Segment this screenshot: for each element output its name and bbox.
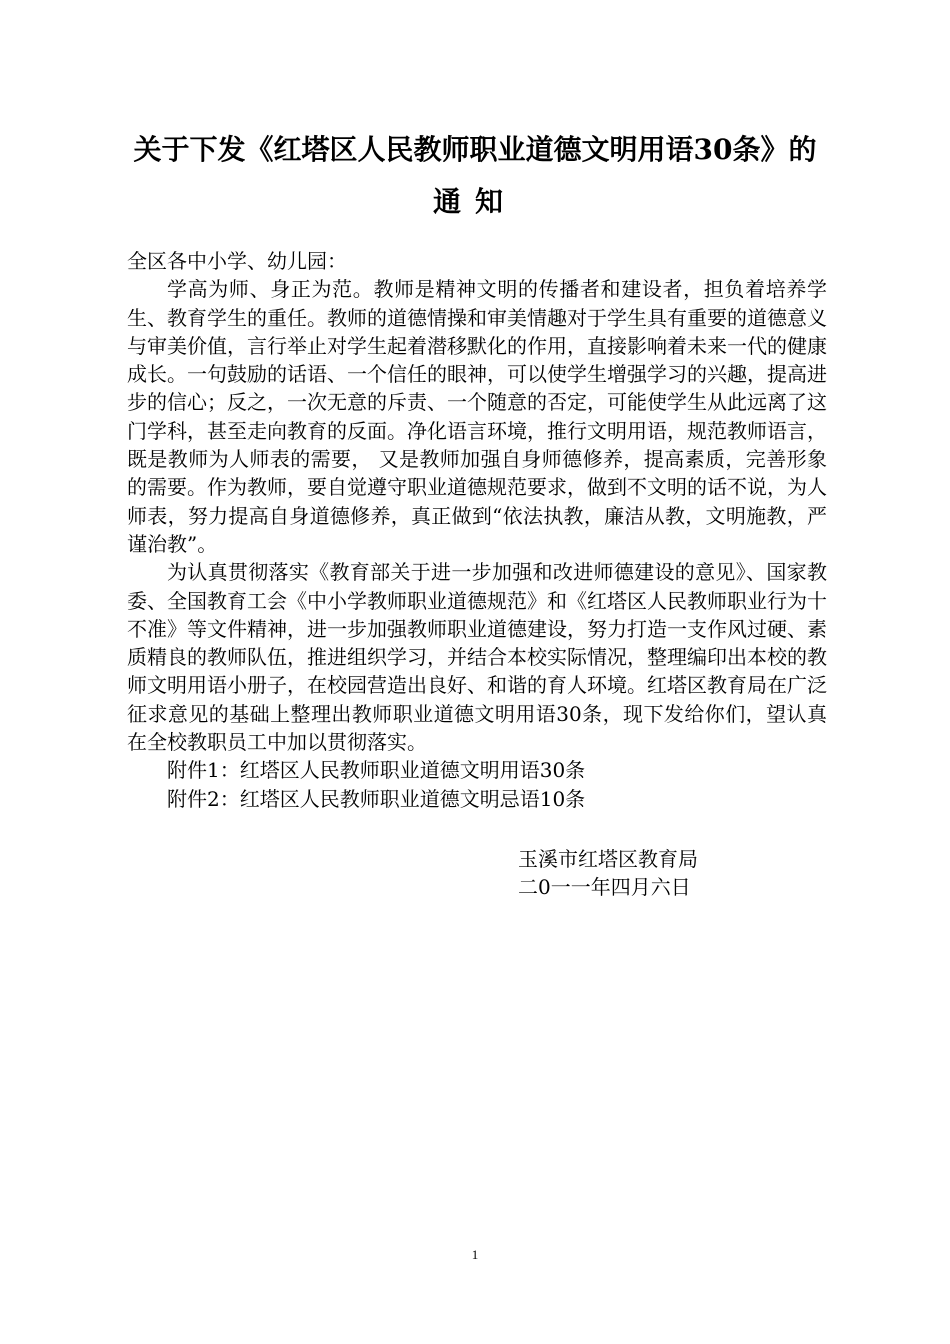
salutation: 全区各中小学、幼儿园： [127, 249, 347, 273]
paragraph-1: 学高为师、身正为范。教师是精神文明的传播者和建设者，担负着培养学生、教育学生的重任。教师的道德情操和审美情趣对于学生具有重要的道德意义与审美价值，言行举止对学生起着潜移默化的作用，直接影响着未来一代的健康成长。一句鼓励的话语、一个信任的眼神，可以使学生增强学习的兴趣，提高进步的信心；反之，一次无意的斥责、一个随意的否定，可能使学生从此远离了这门学科，甚至走向教育的反面。净化语言环境，推行文明用语，规范教师语言，既是教师为人师表的需要， 又是教师加强自身师德修养，提高素质，完善形象的需要。作为教师，要自觉遵守职业道德规范要求，做到不文明的话不说，为人师表，努力提高自身道德修养，真正做到“依法执教，廉洁从教，文明施教，严谨治教”。 [127, 277, 827, 556]
attachment-2: 附件2：红塔区人民教师职业道德文明忌语10条 [167, 786, 586, 811]
document-body [127, 247, 827, 813]
signature-block [518, 846, 698, 901]
attachment-1: 附件1：红塔区人民教师职业道德文明用语30条 [167, 758, 586, 783]
paragraph-2: 为认真贯彻落实《教育部关于进一步加强和改进师德建设的意见》、国家教委、全国教育工会《中小学教师职业道德规范》和《红塔区人民教师职业行为十不准》等文件精神，进一步加强教师职业道德建设，努力打造一支作风过硬、素质精良的教师队伍，推进组织学习，并结合本校实际情况，整理编印出本校的教师文明用语小册子，在校园营造出良好、和谐的育人环境。红塔区教育局在广泛征求意见的基础上整理出教师职业道德文明用语30条，现下发给你们，望认真在全校教职员工中加以贯彻落实。 [127, 560, 827, 755]
page-number: 1 [471, 1247, 479, 1262]
document-title-line-1: 关于下发《红塔区人民教师职业道德文明用语30条》的 [133, 133, 817, 166]
issue-date: 二0一一年四月六日 [518, 874, 691, 899]
document-title-line-2: 通知 [432, 185, 517, 218]
issuer: 玉溪市红塔区教育局 [518, 847, 698, 871]
